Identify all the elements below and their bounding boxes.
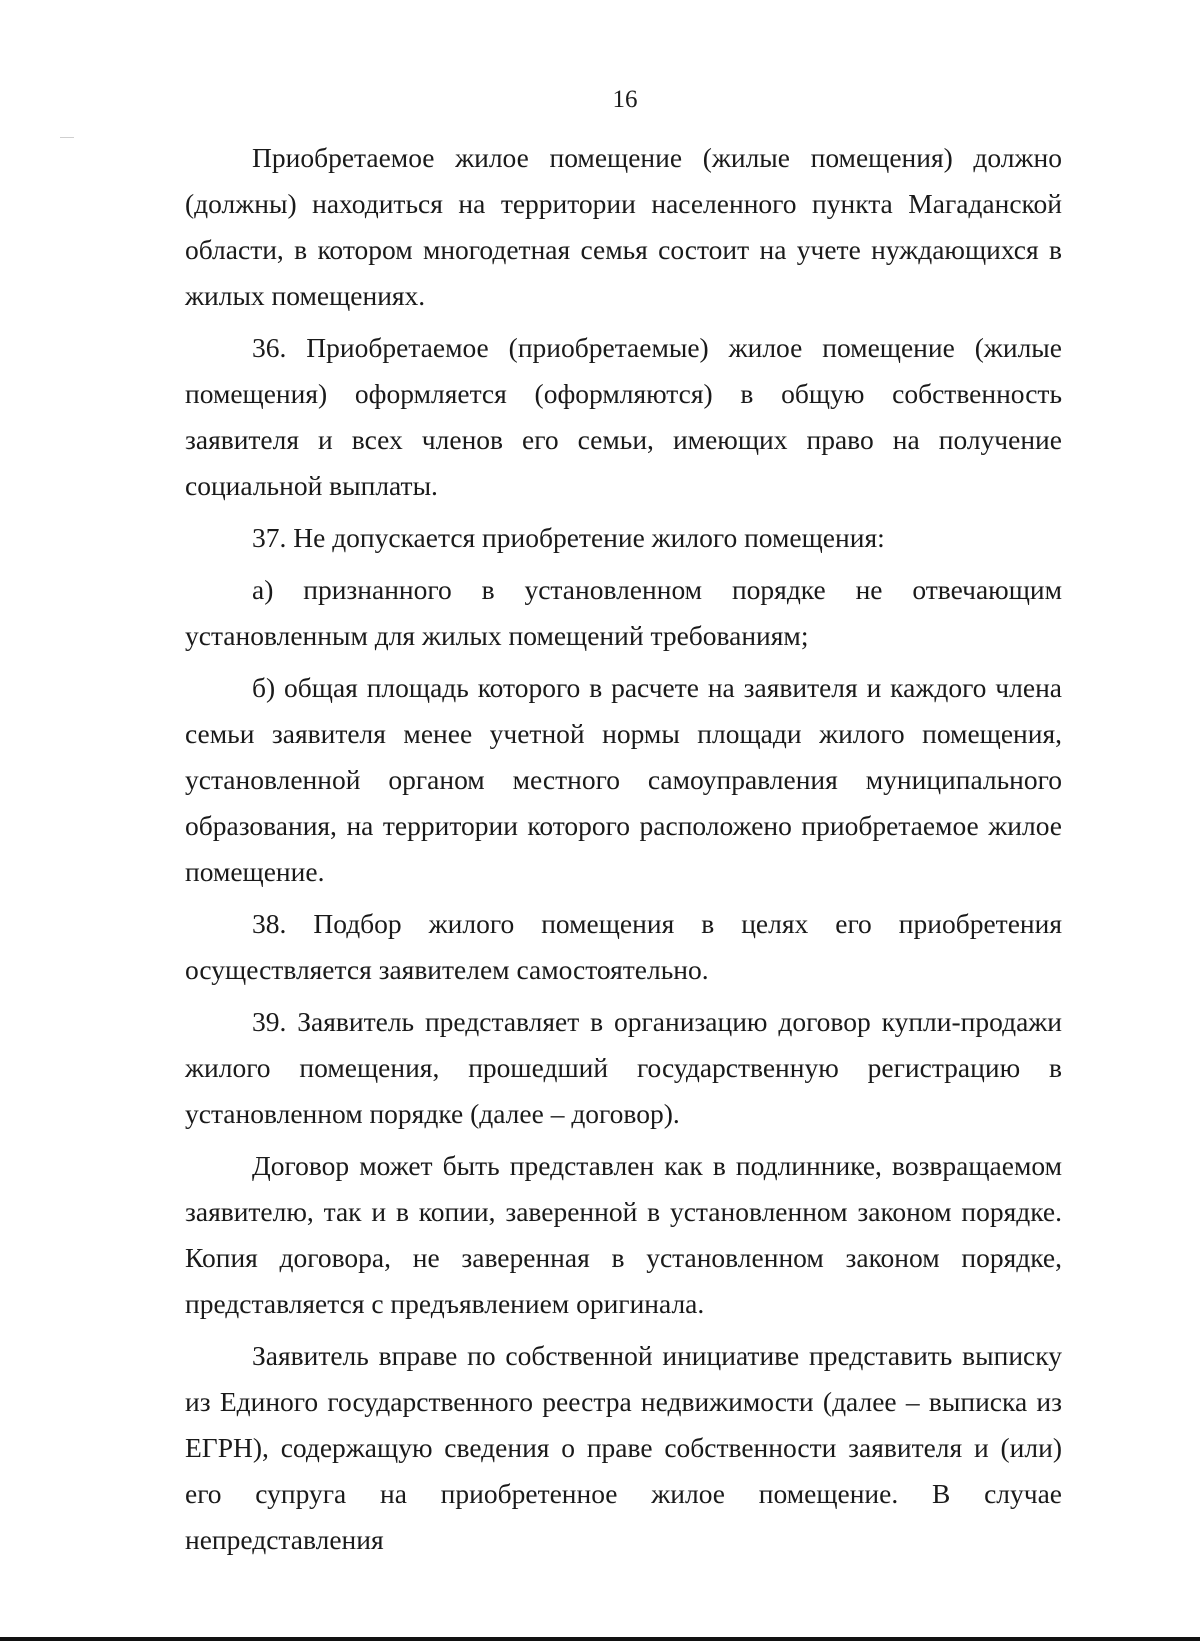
paragraph-38-selection: 38. Подбор жилого помещения в целях его приобретения осуществляется заявителем самостоятельно. [185,908,1062,985]
paragraph-dwelling-location: Приобретаемое жилое помещение (жилые помещения) должно (должны) находиться на территории населенного пункта Магаданской области, в котором многодетная семья состоит на учете нуждающихся в жилых помещениях. [185,142,1062,311]
document-body [185,135,1062,1569]
paragraph-36-ownership: 36. Приобретаемое (приобретаемые) жилое помещение (жилые помещения) оформляется (оформляются) в общую собственность заявителя и всех членов его семьи, имеющих право на получение социальной выплаты. [185,332,1062,501]
paragraph-37-prohibition: 37. Не допускается приобретение жилого помещения: [252,522,885,553]
paragraph-37a-unfit-dwelling: а) признанного в установленном порядке не отвечающим установленным для жилых помещений требованиям; [185,574,1062,651]
page-number: 16 [612,86,638,113]
paragraph-contract-copy: Договор может быть представлен как в подлиннике, возвращаемом заявителю, так и в копии, заверенной в установленном законом порядке. Копия договора, не заверенная в установленном законом порядке, представляется с предъявлением оригинала. [185,1150,1062,1319]
bottom-scan-border [0,1637,1200,1641]
paragraph-37b-area-norm: б) общая площадь которого в расчете на заявителя и каждого члена семьи заявителя менее учетной нормы площади жилого помещения, установленной органом местного самоуправления муниципального образования, на территории которого расположено приобретаемое жилое помещение. [185,672,1062,887]
scan-artifact-mark [60,137,74,138]
paragraph-39-contract: 39. Заявитель представляет в организацию договор купли-продажи жилого помещения, прошедший государственную регистрацию в установленном порядке (далее – договор). [185,1006,1062,1129]
paragraph-egrn-extract: Заявитель вправе по собственной инициативе представить выписку из Единого государственного реестра недвижимости (далее – выписка из ЕГРН), содержащую сведения о праве собственности заявителя и (или) его супруга на приобретенное жилое помещение. В случае непредставления [185,1340,1062,1555]
